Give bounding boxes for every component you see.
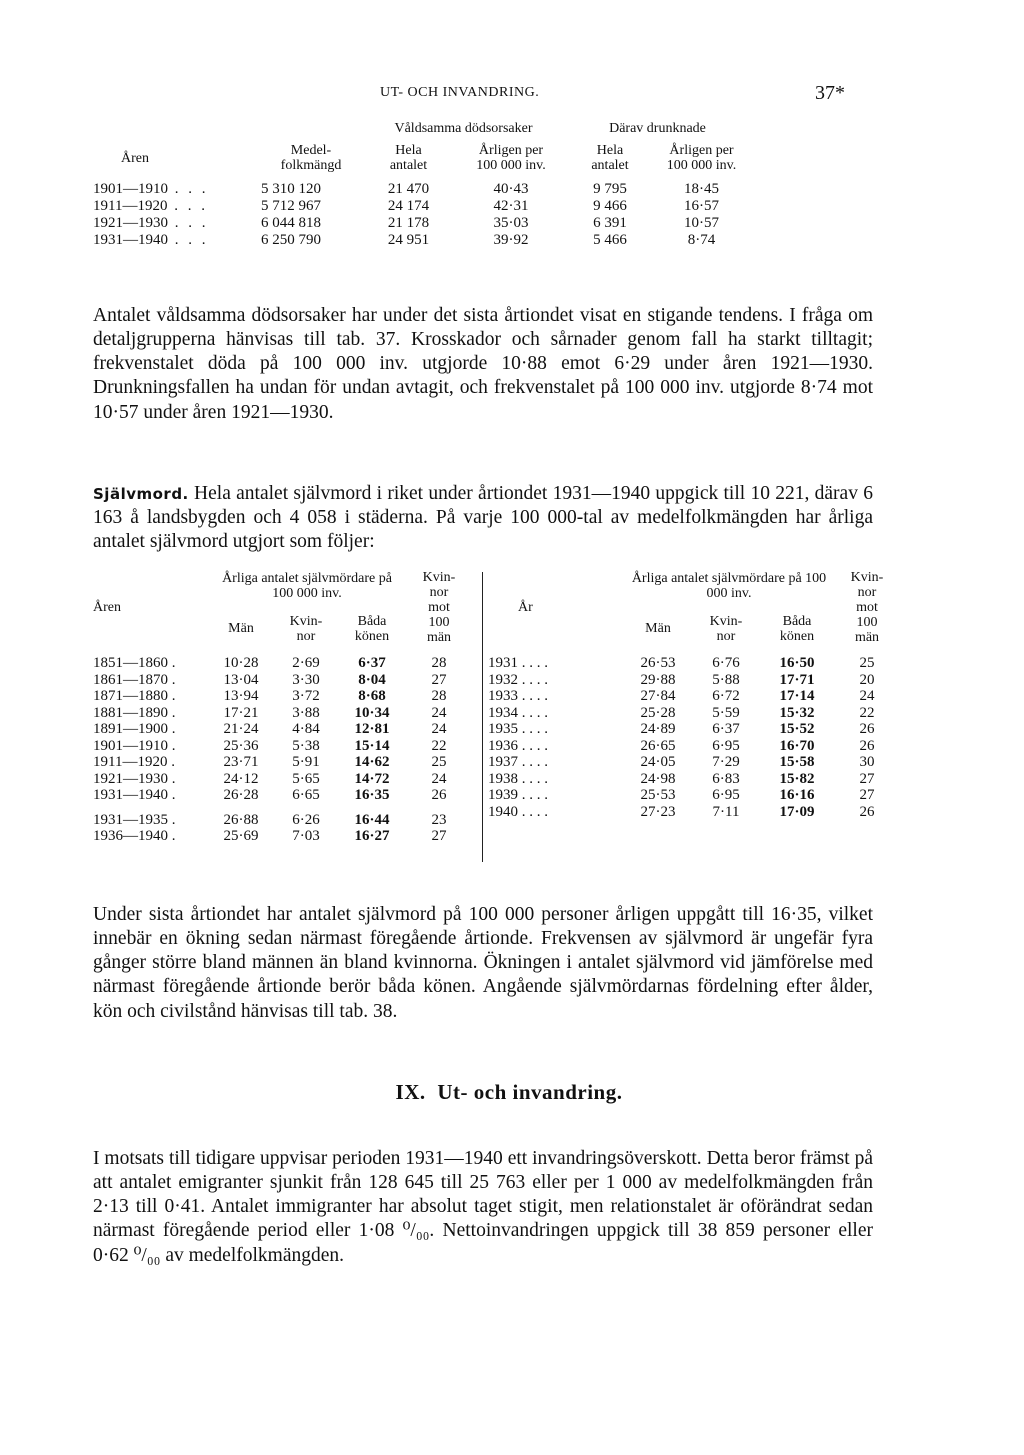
table-row: 1935 . . . . 24·89 6·37 15·52 26 [488,721,902,738]
table-row: 1921—1930 . 24·12 5·65 14·72 24 [93,771,475,788]
st2-year: 1932 [488,671,518,688]
st2-men: 29·88 [640,671,676,688]
vt-total: 21 178 [387,215,430,231]
st2-year: 1935 [488,721,518,737]
st-women: 5·91 [292,754,320,770]
vt-years: 1921—1930 [93,215,168,231]
st-both: 8·04 [358,671,386,688]
paragraph-migration: I motsats till tidigare uppvisar perioden 1931—1940 ett invandringsöverskott. Detta beror främst på att antalet emigranter sjunkit från 128 645 till 25 763 eller per 1 000 av medelfolkmängden från 2·13 till 0·41. Antalet immigranter har absolut taget stigit, men relationstalet är oförändrat sedan närmast föregående period eller 1·08 ⁰/₀₀. Nettoinvandringen uppgick till 38 859 personer eller 0·62 ⁰/₀₀ av medelfolkmängden. [93,1147,873,1266]
vt-years: 1901—1910 [93,181,168,197]
vt-col-total: Hela antalet [389,143,428,173]
st2-col-women: Kvin- nor [709,613,743,644]
st-col-men: Män [228,621,254,637]
table-row: 1891—1900 . 21·24 4·84 12·81 24 [93,721,475,738]
st-both: 14·72 [354,770,390,787]
st-ratio: 24 [431,704,447,721]
st2-year: 1933 [488,688,518,704]
table-row: 1939 . . . . 25·53 6·95 16·16 27 [488,787,902,804]
st2-both: 16·70 [779,737,815,754]
st-both: 8·68 [358,688,386,704]
st2-women: 7·29 [712,754,740,770]
st-col-both: Båda könen [354,613,390,644]
st2-women: 6·72 [712,688,740,704]
st-years: 1931—1940 [93,787,168,803]
vt-pop: 6 250 790 [261,232,321,248]
st2-year: 1938 [488,770,518,787]
vt-header-empty [93,120,261,143]
table-row: 1901—1910 . . . 5 310 120 21 470 40·43 9 795 18·45 [93,181,749,198]
table-row: 1871—1880 . 13·94 3·72 8·68 28 [93,688,475,705]
table-divider [482,572,483,862]
st2-both: 16·16 [779,787,815,803]
suicide-decade-table [93,570,475,845]
vt-col-rate2: Årligen per 100 000 inv. [666,143,737,173]
st-men: 26·88 [223,811,259,828]
st2-ratio: 25 [859,655,875,671]
st2-women: 6·95 [712,737,740,754]
paragraph-suicide-intro [93,482,873,555]
st2-men: 26·53 [640,655,676,671]
vt-drowned: 9 795 [593,181,627,197]
paragraph-suicide-analysis: Under sista årtiondet har antalet självmord på 100 000 personer årligen uppgått till 16·35, vilket innebär en ökning sedan närmast föregående årtionde. Frekvensen av självmord är ungefär fyra gånger större bland männen än bland kvinnorna. Ökningen i antalet självmord vid jämförelse med närmast föregående årtionde berör båda könen. Angående självmördarnas fördelning efter ålder, kön och civilstånd hänvisas till tab. 38. [93,903,873,1022]
st-both: 15·14 [354,737,390,754]
st-col-ratio: Kvin- nor mot 100 män [422,570,456,645]
st-years: 1861—1870 [93,671,168,688]
st2-group: Årliga antalet självmördare på 100 000 inv. [631,571,827,602]
st-ratio: 27 [431,828,447,844]
vt-pop: 6 044 818 [261,215,321,231]
table-row: 1940 . . . . 27·23 7·11 17·09 26 [488,804,902,821]
st-women: 2·69 [292,655,320,671]
st-col-years: Åren [93,600,121,615]
st2-women: 7·11 [712,803,740,820]
table-row: 1931—1940 . 26·28 6·65 16·35 26 [93,787,475,804]
st2-men: 24·89 [640,721,676,737]
st2-year: 1936 [488,737,518,754]
vt-header-empty [261,120,361,143]
st2-ratio: 26 [859,721,875,737]
st2-both: 17·09 [779,803,815,820]
st-group: Årliga antalet självmördare på 100 000 inv. [222,571,392,602]
st-both: 10·34 [354,704,390,721]
st2-men: 27·84 [640,688,676,704]
vt-col-rate: Årligen per 100 000 inv. [476,143,546,173]
vt-drowned-rate: 8·74 [687,232,716,248]
st2-both: 17·71 [779,671,815,688]
running-head [0,82,1024,107]
st2-ratio: 22 [859,704,875,721]
vt-group-drowned: Därav drunknade [609,121,706,136]
section-number: IX. [395,1080,426,1104]
table-row: 1938 . . . . 24·98 6·83 15·82 27 [488,771,902,788]
st-men: 17·21 [223,704,259,721]
st-years: 1921—1930 [93,770,168,787]
st2-both: 15·82 [779,770,815,787]
vt-years: 1911—1920 [93,198,168,214]
st-women: 6·26 [292,811,320,828]
suicide-year-table [488,570,902,820]
vt-pop: 5 310 120 [261,181,321,197]
vt-total: 21 470 [387,181,430,197]
vt-col-total2: Hela antalet [591,143,629,173]
st-ratio: 25 [431,754,447,770]
page-number: 37* [815,82,845,104]
st2-both: 16·50 [779,655,815,671]
vt-col-pop: Medel- folkmängd [280,143,342,173]
st2-both: 15·32 [779,704,815,721]
st2-col-ratio: Kvin- nor mot 100 män [850,570,884,645]
vt-drowned-rate: 10·57 [684,215,719,231]
st-women: 3·88 [292,704,320,721]
st-years: 1851—1860 [93,655,168,671]
st-years: 1881—1890 [93,704,168,721]
st2-men: 25·28 [640,704,676,721]
section-heading [0,1080,1024,1105]
st2-ratio: 30 [859,754,875,770]
st-women: 5·38 [292,737,320,754]
st-women: 7·03 [292,828,320,844]
st-women: 3·72 [292,688,320,704]
table-row: 1931—1935 . 26·88 6·26 16·44 23 [93,812,475,829]
table-row: 1851—1860 . 10·28 2·69 6·37 28 [93,655,475,672]
st-both: 16·27 [354,828,390,844]
st2-women: 6·95 [712,787,740,803]
st2-women: 5·88 [712,671,740,688]
st2-ratio: 26 [859,803,875,820]
st-both: 14·62 [354,754,390,770]
st2-women: 6·83 [712,770,740,787]
table-row: 1881—1890 . 17·21 3·88 10·34 24 [93,705,475,722]
st2-men: 27·23 [640,803,676,820]
running-head-title: UT- OCH INVANDRING. [380,85,540,100]
st-years: 1911—1920 [93,754,168,770]
st2-men: 24·05 [640,754,676,770]
st-years: 1871—1880 [93,688,168,704]
st-years: 1931—1935 [93,811,168,828]
st-years: 1901—1910 [93,737,168,754]
vt-rate: 35·03 [493,215,529,231]
st2-men: 25·53 [640,787,676,803]
st2-ratio: 27 [859,770,875,787]
st-men: 23·71 [223,754,259,770]
st-men: 21·24 [223,721,259,737]
vt-total: 24 174 [387,198,430,214]
st-men: 13·94 [223,688,259,704]
st2-year: 1939 [488,787,518,803]
st-years: 1936—1940 [93,828,168,844]
st-women: 6·65 [292,787,320,803]
st-both: 16·44 [354,811,390,828]
st2-men: 24·98 [640,770,676,787]
st2-both: 17·14 [779,688,815,704]
table-row: 1911—1920 . . . 5 712 967 24 174 42·31 9 466 16·57 [93,198,749,215]
table-row: 1901—1910 . 25·36 5·38 15·14 22 [93,738,475,755]
st-ratio: 26 [431,787,447,803]
st-men: 25·69 [223,828,259,844]
paragraph-suicide-text: Hela antalet självmord i riket under årtiondet 1931—1940 uppgick till 10 221, därav 6 163 å landsbygden och 4 058 i städerna. På varje 100 000-tal av medelfolkmängden har årliga antalet självmord utgjort som följer: [93,482,873,553]
vt-rate: 40·43 [493,181,529,197]
st2-women: 5·59 [712,704,740,721]
st-ratio: 24 [431,770,447,787]
vt-drowned-rate: 16·57 [684,198,719,214]
vt-total: 24 951 [387,232,430,248]
st2-ratio: 24 [859,688,875,704]
vt-col-years: Åren [121,150,149,166]
paragraph-violent-deaths: Antalet våldsamma dödsorsaker har under det sista årtiondet visat en stigande tendens. I fråga om detaljgrupperna hänvisas till tab. 37. Krosskador och sårnader genom fall ha starkt tilltagit; frekvenstalet döda på 100 000 inv. utgjorde 10·88 emot 6·29 under åren 1921—1930. Drunkningsfallen ha undan för undan avtagit, och frekvenstalet på 100 000 inv. utgjorde 8·74 mot 10·57 under åren 1921—1930. [93,304,873,423]
st-men: 24·12 [223,770,259,787]
table-row: 1934 . . . . 25·28 5·59 15·32 22 [488,705,902,722]
st-men: 10·28 [223,655,259,671]
vt-rate: 39·92 [493,232,529,248]
table-row: 1936 . . . . 26·65 6·95 16·70 26 [488,738,902,755]
st-ratio: 23 [431,811,447,828]
st-men: 13·04 [223,671,259,688]
st-ratio: 28 [431,655,447,671]
st2-women: 6·76 [712,655,740,671]
st-women: 5·65 [292,770,320,787]
inline-heading-suicide: Självmord. [93,484,189,503]
st-both: 12·81 [354,721,390,737]
st-col-women: Kvin- nor [289,613,323,644]
st-ratio: 24 [431,721,447,737]
vt-drowned-rate: 18·45 [684,181,719,197]
st-both: 6·37 [358,655,386,671]
table-row: 1861—1870 . 13·04 3·30 8·04 27 [93,672,475,689]
table-row: 1936—1940 . 25·69 7·03 16·27 27 [93,828,475,845]
vt-rate: 42·31 [493,198,529,214]
st2-year: 1931 [488,655,518,671]
st2-men: 26·65 [640,737,676,754]
st-both: 16·35 [354,787,390,803]
st2-col-men: Män [645,621,671,637]
st-men: 25·36 [223,737,259,754]
vt-years: 1931—1940 [93,232,168,248]
table-row: 1932 . . . . 29·88 5·88 17·71 20 [488,672,902,689]
st2-women: 6·37 [712,721,740,737]
table-row: 1921—1930 . . . 6 044 818 21 178 35·03 6 391 10·57 [93,215,749,232]
table-row: 1937 . . . . 24·05 7·29 15·58 30 [488,754,902,771]
st2-year: 1937 [488,754,518,770]
st-ratio: 22 [431,737,447,754]
vt-drowned: 9 466 [593,198,627,214]
vt-pop: 5 712 967 [261,198,321,214]
st2-col-both: Båda könen [779,613,815,644]
st2-ratio: 20 [859,671,875,688]
st-women: 4·84 [292,721,320,737]
vt-drowned: 5 466 [593,232,627,248]
st-ratio: 28 [431,688,447,704]
vt-group-violent: Våldsamma dödsorsaker [394,121,533,136]
st-ratio: 27 [431,671,447,688]
table-row: 1933 . . . . 27·84 6·72 17·14 24 [488,688,902,705]
table-row: 1931 . . . . 26·53 6·76 16·50 25 [488,655,902,672]
st2-year: 1940 [488,803,518,820]
st2-col-year: År [518,600,533,615]
st2-ratio: 26 [859,737,875,754]
section-title: Ut- och invandring. [437,1080,623,1104]
vt-drowned: 6 391 [593,215,627,231]
st2-both: 15·52 [779,721,815,737]
st2-both: 15·58 [779,754,815,770]
st-women: 3·30 [292,671,320,688]
st2-year: 1934 [488,704,518,721]
st-men: 26·28 [223,787,259,803]
table-row: 1911—1920 . 23·71 5·91 14·62 25 [93,754,475,771]
violent-deaths-table [93,120,749,249]
st2-ratio: 27 [859,787,875,803]
table-row: 1931—1940 . . . 6 250 790 24 951 39·92 5 466 8·74 [93,232,749,249]
st-years: 1891—1900 [93,721,168,737]
